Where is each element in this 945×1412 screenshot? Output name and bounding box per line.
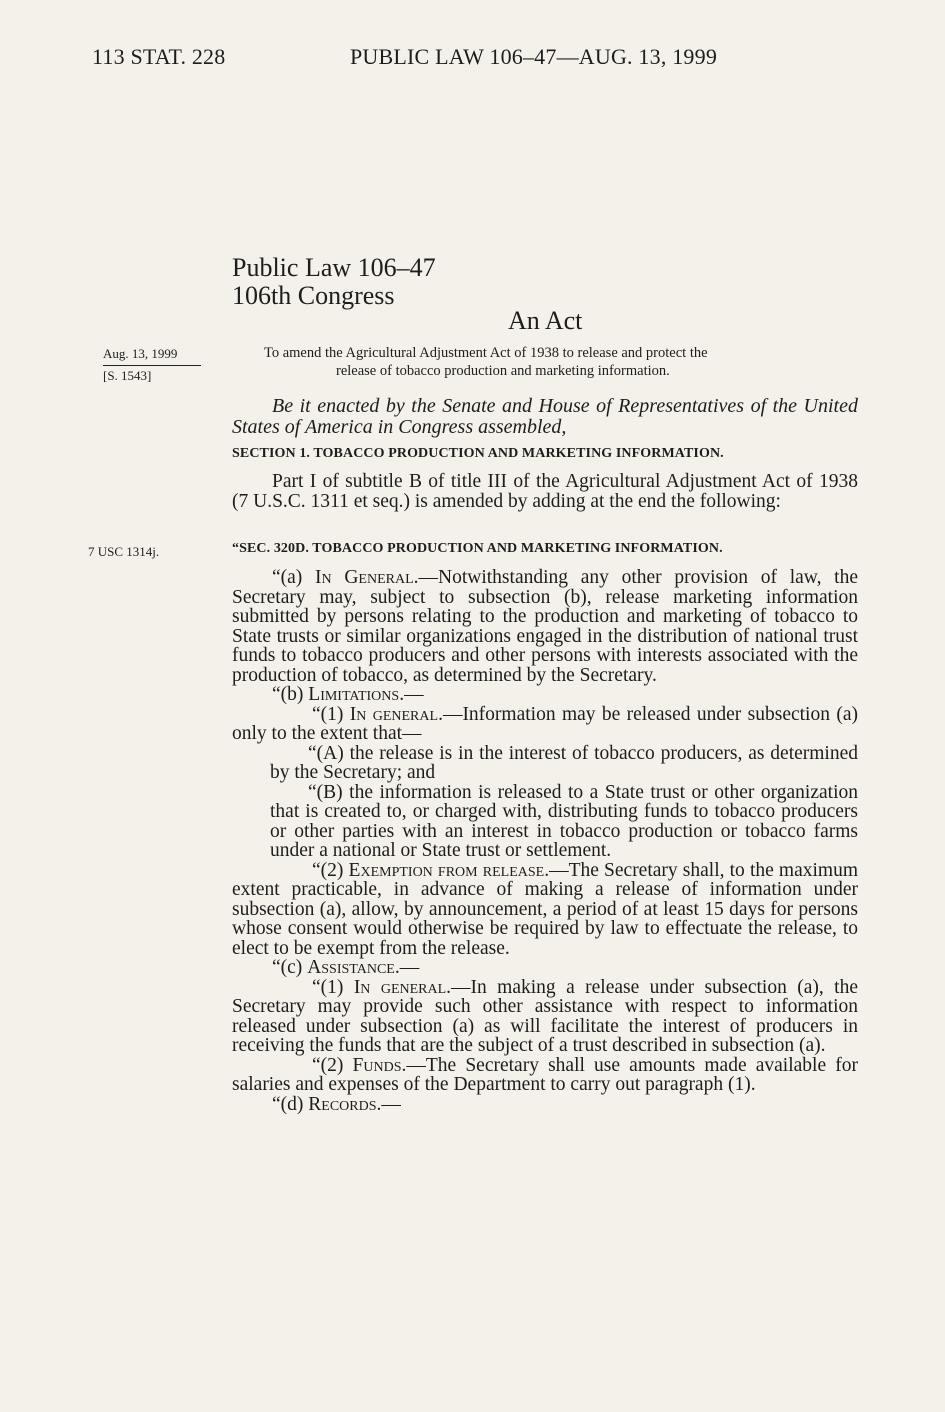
running-head-law-ref: PUBLIC LAW 106–47—AUG. 13, 1999 <box>350 44 718 69</box>
purpose-line-2: release of tobacco production and marketing information. <box>336 363 670 379</box>
section-320d-heading: “SEC. 320D. TOBACCO PRODUCTION AND MARKETING INFORMATION. <box>232 541 723 556</box>
subparagraph-b1a: “(A) the release is in the interest of tobacco producers, as determined by the Secretary; and <box>270 742 858 783</box>
subsection-c <box>232 958 858 978</box>
subsection-a-caption: In General <box>315 567 414 588</box>
purpose-line-1: To amend the Agricultural Adjustment Act of 1938 to release and protect the <box>264 345 708 361</box>
subsection-c-lead: “(c) <box>272 957 308 978</box>
margin-bill-number: [S. 1543] <box>103 365 201 384</box>
enacting-clause: Be it enacted by the Senate and House of Representatives of the United States of America in Congress assembled, <box>232 395 858 438</box>
subsection-b <box>232 685 858 705</box>
paragraph-b2-text: .—The Secretary shall, to the maximum extent practicable, in advance of making a release of information under subsection (a), allow, by announcement, a period of at least 15 days for persons whose consent would otherwise be required by law to effectuate the release, to elect to be exempt from the release. <box>232 859 858 959</box>
section-1-heading: SECTION 1. TOBACCO PRODUCTION AND MARKETING INFORMATION. <box>232 446 724 461</box>
subsection-c-tail: .— <box>394 957 420 978</box>
subsection-d-lead: “(d) <box>272 1093 309 1115</box>
paragraph-b2 <box>232 861 858 959</box>
paragraph-c1-lead: “(1) <box>312 976 354 998</box>
margin-date: Aug. 13, 1999 <box>103 346 178 361</box>
act-label: An Act <box>508 306 583 335</box>
subsection-b-tail: .— <box>399 684 424 705</box>
paragraph-c2-lead: “(2) <box>312 1054 353 1076</box>
subsection-d-caption: Records <box>308 1093 377 1115</box>
paragraph-c2-text: .—The Secretary shall use amounts made available for salaries and expenses of the Department to carry out paragraph (1). <box>232 1054 858 1095</box>
paragraph-c1-caption: In general <box>353 976 447 998</box>
paragraph-b1-lead: “(1) <box>312 703 350 725</box>
paragraph-c2-caption: Funds <box>352 1054 402 1076</box>
law-number: Public Law 106–47 <box>232 253 436 282</box>
subsection-d-tail: .— <box>376 1093 401 1115</box>
margin-usc-citation: 7 USC 1314j. <box>88 544 160 559</box>
subsection-a-lead: “(a) <box>272 567 316 588</box>
section-1-text: Part I of subtitle B of title III of the Agricultural Adjustment Act of 1938 (7 U.S.C. 1311 et seq.) is amended by adding at the end the following: <box>232 471 858 512</box>
paragraph-b1 <box>232 705 858 744</box>
congress-label: 106th Congress <box>232 281 395 310</box>
purpose-clause <box>264 344 826 380</box>
paragraph-c2 <box>232 1056 858 1095</box>
subsection-b-caption: Limitations <box>308 684 400 705</box>
subparagraph-b1b: “(B) the information is released to a State trust or other organization that is created to, or charged with, distributing funds to tobacco producers or other parties with an interest in tobacco production or tobacco farms under a national or State trust or settlement. <box>270 781 858 861</box>
paragraph-b2-caption: Exemption from release <box>348 859 545 881</box>
subsection-a-text: .—Notwithstanding any other provision of law, the Secretary may, subject to subsection (b), release marketing information submitted by persons relating to the production and marketing of tobacco to State trusts or similar organizations engaged in the distribution of national trust funds to tobacco producers and other persons with interests associated with the production of tobacco, as determined by the Secretary. <box>232 567 858 686</box>
subsection-c-caption: Assistance <box>307 957 395 978</box>
paragraph-c1 <box>232 978 858 1056</box>
subsection-b-lead: “(b) <box>272 684 309 705</box>
subsection-d <box>232 1095 858 1115</box>
paragraph-b1-caption: In general <box>349 703 439 725</box>
subsection-a <box>232 568 858 685</box>
section-320d-body <box>232 568 858 1114</box>
paragraph-c1-text: .—In making a release under subsection (a), the Secretary may provide such other assistance with respect to information released under subsection (a) as will facilitate the interest of producers in receiving the funds that are the subject of a trust described in subsection (a). <box>232 976 858 1056</box>
paragraph-b2-lead: “(2) <box>312 859 349 881</box>
public-law-title <box>232 254 436 310</box>
running-head-page-ref: 113 STAT. 228 <box>92 44 226 69</box>
paragraph-b1-text: .—Information may be released under subsection (a) only to the extent that— <box>232 703 858 744</box>
section-1-text-block <box>232 472 858 511</box>
